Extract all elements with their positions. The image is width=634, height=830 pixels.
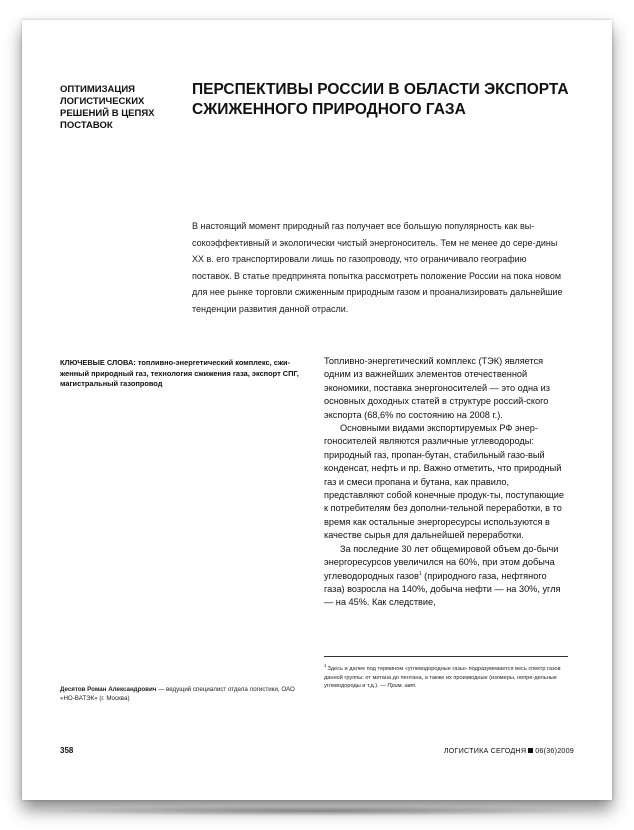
article-body [324,355,568,610]
article-title: ПЕРСПЕКТИВЫ РОССИИ В ОБЛАСТИ ЭКСПОРТА СЖИЖЕННОГО ПРИРОДНОГО ГАЗА [192,81,569,118]
footnote-note: Прим. авт. [387,683,417,690]
page-shadow [30,806,604,816]
author-details: — ведущий специалист отдела логистики, ОАО «НО-ВАТЭК» (г. Москва) [60,686,295,702]
journal-name: ЛОГИСТИКА СЕГОДНЯ [443,746,527,755]
author-name: Десятов Роман Александрович [60,686,157,693]
keywords-block [60,358,300,390]
body-paragraph-3-start: За последние 30 лет общемировой объем до-бычи энергоресурсов увеличился на 60%, при этом добыча углеводородных газов [324,543,559,581]
body-paragraph-3-end: (природного газа, нефтяного газа) возросла на 140%, добыча нефти — на 30%, угля — на 45%. Как следствие, [324,570,561,608]
square-separator-icon [528,748,533,753]
abstract-text: В настоящий момент природный газ получает все большую популярность как вы-сокоэффективный и экологически чистый энергоноситель. Тем не менее до сере-дины XX в. его транспортировали лишь по газопроводу, что ограничивало географию поставок. В статье предпринята попытка рассмотреть положение России на пока новом для нее рынке торговли сжиженным природным газом и проанализировать дальнейшие тенденции развития данной отрасли. [192,221,563,314]
abstract [192,218,564,317]
footnote-text: Здесь и далее под термином «углеводородные газы» подразумевается весь спектр газов данной группы: от метана до пентана, а также их производные (изомеры, непре-дельные углеводороды и т.д.). — [324,666,561,690]
body-paragraph-2: Основными видами экспортируемых РФ энер-гоносителей являются различные углеводороды: природный газ, пропан-бутан, стабильный газо-вый конденсат, нефть и пр. Важно отметить, что природный газ и смеси пропана и бутана, как правило, представляют собой конечные продук-ты, поступающие к потребителям без дополни-тельной переработки, в то время как остальные энергоресурсы используются в качестве сырья для дальнейшей переработки. [324,423,565,541]
keywords-text: топливно-энергетический комплекс, сжи-женный природный газ, технология сжижения газа, экспорт СПГ, магистральный газопровод [60,358,299,388]
body-paragraph-1: Топливно-энергетический комплекс (ТЭК) является одним из важнейших элементов отечественной экономики, поставка энергоносителей — это одна из основных доходных статей в структуре россий-ского экспорта (68,6% по состоянию на 2008 г.). [324,356,551,420]
author-info [60,685,310,703]
section-heading: ОПТИМИЗАЦИЯ ЛОГИСТИЧЕСКИХ РЕШЕНИЙ В ЦЕПЯХ ПОСТАВОК [60,84,155,131]
footnote [324,662,568,691]
journal-issue: 06(36)2009 [535,746,574,755]
footnote-divider [324,656,568,657]
keywords-label: КЛЮЧЕВЫЕ СЛОВА: [60,358,136,367]
footnote-mark: 1 [324,663,327,668]
footnote-reference: 1 [418,570,422,577]
journal-footer [444,746,574,755]
body-paragraph-3 [324,543,568,610]
page-number: 358 [60,746,74,755]
